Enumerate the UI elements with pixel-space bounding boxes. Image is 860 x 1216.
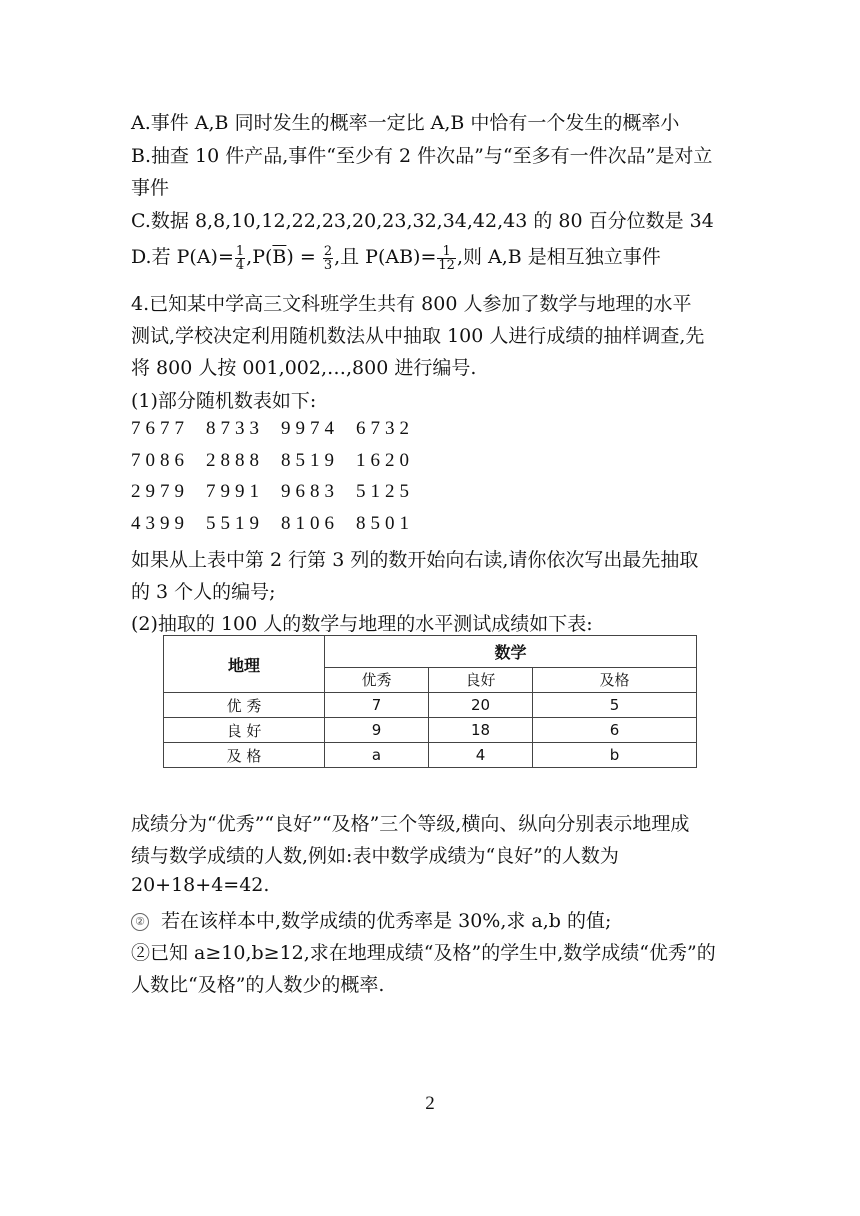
random-cell: 5125 xyxy=(356,481,414,502)
random-cell: 2888 xyxy=(206,450,264,471)
table-cell: 4 xyxy=(429,743,533,768)
paragraph-line3: 20+18+4=42. xyxy=(131,874,270,896)
table-cell: 9 xyxy=(325,718,429,743)
random-row-2 xyxy=(131,450,431,472)
table-cell: 18 xyxy=(429,718,533,743)
random-row-4 xyxy=(131,513,431,535)
option-d-text: ,且 P(AB)= xyxy=(334,246,437,268)
random-cell: 8106 xyxy=(281,513,339,534)
option-b-line1: B.抽查 10 件产品,事件“至少有 2 件次品”与“至多有一件次品”是对立 xyxy=(131,145,713,167)
page-number: 2 xyxy=(425,1093,435,1114)
random-row-1 xyxy=(131,418,431,440)
table-row xyxy=(164,743,697,768)
random-cell: 6732 xyxy=(356,418,414,439)
circled-number-icon: ② xyxy=(131,913,149,931)
row-header-geography: 地理 xyxy=(164,636,325,693)
option-d-prefix: D.若 P(A)= xyxy=(131,246,234,268)
part-2-label: (2)抽取的 100 人的数学与地理的水平测试成绩如下表: xyxy=(131,613,593,635)
random-cell: 5519 xyxy=(206,513,264,534)
fraction-one-quarter: $\frac{1}{4}$ xyxy=(235,243,245,273)
option-c: C.数据 8,8,10,12,22,23,20,23,32,34,42,43 的 80 百分位数是 34 xyxy=(131,210,714,232)
option-d-text: ) = xyxy=(286,246,322,268)
option-d xyxy=(131,242,661,272)
question-4-line3: 将 800 人按 001,002,…,800 进行编号. xyxy=(131,357,477,379)
random-cell: 9974 xyxy=(281,418,339,439)
col-header-math: 数学 xyxy=(325,636,697,668)
row-label: 及 格 xyxy=(164,743,325,768)
table-cell: 7 xyxy=(325,693,429,718)
col-excellent: 优秀 xyxy=(325,667,429,692)
part-1-label: (1)部分随机数表如下: xyxy=(131,390,317,412)
random-row-3 xyxy=(131,481,431,503)
table-cell: 5 xyxy=(533,693,697,718)
sub-question-2-line2: 人数比“及格”的人数少的概率. xyxy=(131,974,385,996)
row-label: 优 秀 xyxy=(164,693,325,718)
question-4-line2: 测试,学校决定利用随机数法从中抽取 100 人进行成绩的抽样调查,先 xyxy=(131,325,705,347)
option-d-suffix: ,则 A,B 是相互独立事件 xyxy=(456,246,661,268)
score-table xyxy=(163,635,697,768)
table-row xyxy=(164,718,697,743)
table-cell: 6 xyxy=(533,718,697,743)
random-cell: 4399 xyxy=(131,513,189,534)
random-cell: 7677 xyxy=(131,418,189,439)
question-4-line1: 4.已知某中学高三文科班学生共有 800 人参加了数学与地理的水平 xyxy=(131,293,692,315)
part-1-question-line2: 的 3 个人的编号; xyxy=(131,581,276,603)
random-cell: 1620 xyxy=(356,450,414,471)
option-d-text: ,P( xyxy=(246,246,273,268)
random-cell: 2979 xyxy=(131,481,189,502)
col-good: 良好 xyxy=(429,667,533,692)
option-a: A.事件 A,B 同时发生的概率一定比 A,B 中恰有一个发生的概率小 xyxy=(131,112,680,134)
fraction-one-twelfth: $\frac{1}{12}$ xyxy=(438,243,455,273)
table-row xyxy=(164,693,697,718)
b-complement: $\overline{B}$ xyxy=(272,246,287,268)
random-cell: 8733 xyxy=(206,418,264,439)
random-cell: 7991 xyxy=(206,481,264,502)
random-cell: 9683 xyxy=(281,481,339,502)
random-cell: 8519 xyxy=(281,450,339,471)
random-cell: 7086 xyxy=(131,450,189,471)
row-label: 良 好 xyxy=(164,718,325,743)
table-cell: b xyxy=(533,743,697,768)
fraction-two-thirds: $\frac{2}{3}$ xyxy=(323,243,333,273)
paragraph-line1: 成绩分为“优秀”“良好”“及格”三个等级,横向、纵向分别表示地理成 xyxy=(131,813,690,835)
option-b-line2: 事件 xyxy=(131,177,170,199)
sub-question-2-line1: ②已知 a≥10,b≥12,求在地理成绩“及格”的学生中,数学成绩“优秀”的 xyxy=(131,942,716,964)
table-cell: a xyxy=(325,743,429,768)
sub-question-1 xyxy=(131,906,611,933)
random-cell: 8501 xyxy=(356,513,414,534)
part-1-question-line1: 如果从上表中第 2 行第 3 列的数开始向右读,请你依次写出最先抽取 xyxy=(131,549,699,571)
col-pass: 及格 xyxy=(533,667,697,692)
table-cell: 20 xyxy=(429,693,533,718)
paragraph-line2: 绩与数学成绩的人数,例如:表中数学成绩为“良好”的人数为 xyxy=(131,845,619,867)
sub-question-1-text: 若在该样本中,数学成绩的优秀率是 30%,求 a,b 的值; xyxy=(155,910,612,932)
